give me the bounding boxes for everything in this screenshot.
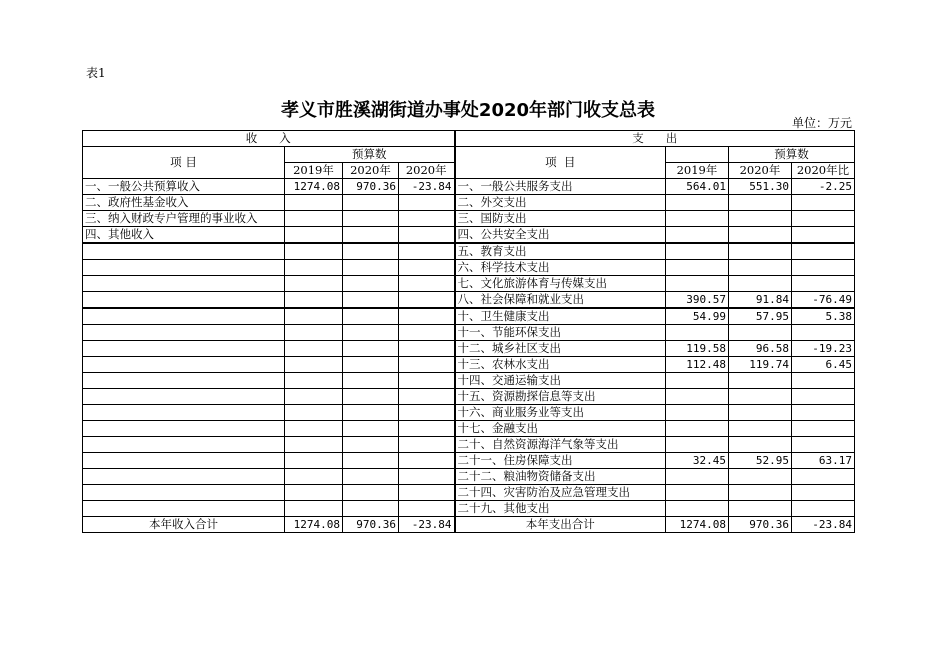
- expense-2020-cell: 57.95: [729, 308, 792, 325]
- income-2020-cell: [343, 453, 399, 469]
- income-item-cell: [83, 437, 285, 453]
- expense-item-cell: 十四、交通运输支出: [455, 373, 666, 389]
- expense-2020-cell: 91.84: [729, 292, 792, 309]
- table-row: [83, 195, 855, 211]
- expense-budget-header: 预算数: [729, 147, 855, 163]
- expense-change-cell: 5.38: [792, 308, 855, 325]
- income-item-cell: 三、纳入财政专户管理的事业收入: [83, 211, 285, 227]
- expense-2020-cell: [729, 501, 792, 517]
- expense-item-cell: 十五、资源勘探信息等支出: [455, 389, 666, 405]
- expense-2019-cell: [666, 227, 729, 244]
- income-change-cell: [399, 437, 455, 453]
- expense-2020-cell: [729, 276, 792, 292]
- income-2020-cell: [343, 357, 399, 373]
- income-item-header: 项 目: [83, 147, 285, 179]
- expense-2019-cell: [666, 325, 729, 341]
- income-item-cell: [83, 357, 285, 373]
- table-row: [83, 227, 855, 244]
- expense-change-cell: [792, 260, 855, 276]
- expense-2019-cell: [666, 373, 729, 389]
- income-change-cell: [399, 389, 455, 405]
- expense-2020-cell: [729, 243, 792, 260]
- expense-change-cell: [792, 469, 855, 485]
- income-2020-cell: [343, 243, 399, 260]
- expense-item-cell: 二、外交支出: [455, 195, 666, 211]
- expense-2019-cell: 119.58: [666, 341, 729, 357]
- income-change-cell: [399, 260, 455, 276]
- table-row: [83, 211, 855, 227]
- expense-2020-cell: [729, 437, 792, 453]
- income-total-change: -23.84: [399, 517, 455, 533]
- income-2019-cell: [285, 405, 343, 421]
- income-total-2020: 970.36: [343, 517, 399, 533]
- income-total-2019: 1274.08: [285, 517, 343, 533]
- income-item-cell: [83, 485, 285, 501]
- income-change-cell: [399, 308, 455, 325]
- expense-item-header: 项 目: [455, 147, 666, 179]
- expense-2019-cell: 112.48: [666, 357, 729, 373]
- expense-2019-cell: [666, 211, 729, 227]
- column-header-row-1: [83, 147, 855, 163]
- expense-item-cell: 二十九、其他支出: [455, 501, 666, 517]
- income-change-cell: [399, 469, 455, 485]
- income-change-cell: [399, 501, 455, 517]
- income-item-cell: [83, 308, 285, 325]
- expense-item-cell: 一、一般公共服务支出: [455, 179, 666, 195]
- income-2019-cell: [285, 308, 343, 325]
- expense-total-2019: 1274.08: [666, 517, 729, 533]
- income-change-cell: [399, 211, 455, 227]
- expense-2019-cell: [666, 243, 729, 260]
- expense-2019-cell: [666, 437, 729, 453]
- income-change-cell: [399, 405, 455, 421]
- income-2019-cell: [285, 437, 343, 453]
- expense-2019-cell: 32.45: [666, 453, 729, 469]
- income-2019-cell: [285, 260, 343, 276]
- income-item-cell: [83, 389, 285, 405]
- expense-change-cell: [792, 195, 855, 211]
- expense-2020-ratio-header: 2020年比: [792, 163, 855, 179]
- expense-change-cell: [792, 373, 855, 389]
- budget-summary-table: [82, 130, 855, 533]
- expense-2019-cell: [666, 260, 729, 276]
- expense-change-cell: 6.45: [792, 357, 855, 373]
- income-2019-cell: [285, 421, 343, 437]
- income-2019-cell: [285, 389, 343, 405]
- income-item-cell: [83, 405, 285, 421]
- income-change-cell: [399, 341, 455, 357]
- table-number-label: 表1: [86, 66, 106, 80]
- expense-item-cell: 十三、农林水支出: [455, 357, 666, 373]
- expense-change-cell: -2.25: [792, 179, 855, 195]
- table-row: [83, 341, 855, 357]
- expense-change-cell: [792, 405, 855, 421]
- expense-change-cell: [792, 485, 855, 501]
- income-2019-cell: [285, 276, 343, 292]
- income-2019-cell: [285, 292, 343, 309]
- income-2020-cell: [343, 405, 399, 421]
- income-change-cell: [399, 243, 455, 260]
- expense-item-cell: 十二、城乡社区支出: [455, 341, 666, 357]
- expense-total-label: 本年支出合计: [455, 517, 666, 533]
- expense-change-cell: [792, 325, 855, 341]
- page-title: 孝义市胜溪湖街道办事处2020年部门收支总表: [280, 100, 656, 121]
- table-row: [83, 501, 855, 517]
- expense-2020-cell: [729, 405, 792, 421]
- expense-2020-cell: [729, 195, 792, 211]
- section-header-row: [83, 131, 855, 147]
- income-change-cell: [399, 453, 455, 469]
- income-2020-cell: [343, 421, 399, 437]
- expense-2019-cell: [666, 389, 729, 405]
- income-2019-cell: [285, 357, 343, 373]
- income-2020-cell: [343, 308, 399, 325]
- expense-change-cell: [792, 211, 855, 227]
- income-2020-cell: [343, 485, 399, 501]
- table-row: [83, 389, 855, 405]
- income-2020-cell: [343, 292, 399, 309]
- expense-2020-header: 2020年: [729, 163, 792, 179]
- income-total-label: 本年收入合计: [83, 517, 285, 533]
- income-2019-cell: [285, 453, 343, 469]
- income-2020-cell: [343, 437, 399, 453]
- expense-2019-cell: [666, 485, 729, 501]
- expense-item-cell: 七、文化旅游体育与传媒支出: [455, 276, 666, 292]
- income-item-cell: [83, 260, 285, 276]
- expense-2019-header: 2019年: [666, 163, 729, 179]
- expense-item-cell: 五、教育支出: [455, 243, 666, 260]
- income-2019-cell: [285, 227, 343, 244]
- expense-2020-cell: [729, 389, 792, 405]
- expense-2019-cell: [666, 501, 729, 517]
- expense-change-cell: [792, 421, 855, 437]
- expense-2020-cell: [729, 325, 792, 341]
- income-2019-cell: 1274.08: [285, 179, 343, 195]
- income-2020-cell: [343, 195, 399, 211]
- income-2019-cell: [285, 469, 343, 485]
- expense-change-cell: -76.49: [792, 292, 855, 309]
- expense-item-cell: 二十二、粮油物资储备支出: [455, 469, 666, 485]
- expense-2020-cell: 52.95: [729, 453, 792, 469]
- income-change-cell: [399, 195, 455, 211]
- income-item-cell: [83, 276, 285, 292]
- expense-2019-cell: [666, 276, 729, 292]
- table-row: [83, 260, 855, 276]
- expense-item-cell: 六、科学技术支出: [455, 260, 666, 276]
- expense-2019-cell: [666, 421, 729, 437]
- expense-item-cell: 二十四、灾害防治及应急管理支出: [455, 485, 666, 501]
- income-2020-cell: [343, 389, 399, 405]
- income-item-cell: [83, 292, 285, 309]
- expense-item-cell: 三、国防支出: [455, 211, 666, 227]
- table-row: [83, 243, 855, 260]
- expense-change-cell: -19.23: [792, 341, 855, 357]
- income-2019-cell: [285, 341, 343, 357]
- table-row: [83, 292, 855, 309]
- table-row: [83, 437, 855, 453]
- expense-item-cell: 八、社会保障和就业支出: [455, 292, 666, 309]
- expense-total-2020: 970.36: [729, 517, 792, 533]
- table-row: [83, 357, 855, 373]
- expense-2020-cell: 551.30: [729, 179, 792, 195]
- expense-change-cell: 63.17: [792, 453, 855, 469]
- expense-section-header: 支 出: [455, 131, 855, 147]
- unit-label: 单位：万元: [791, 116, 852, 130]
- income-item-cell: [83, 421, 285, 437]
- table-row: [83, 325, 855, 341]
- income-section-header: 收 入: [83, 131, 455, 147]
- expense-2020-cell: [729, 227, 792, 244]
- income-change-cell: [399, 373, 455, 389]
- expense-2019-cell: 564.01: [666, 179, 729, 195]
- income-change-cell: [399, 325, 455, 341]
- expense-2019-cell: [666, 469, 729, 485]
- expense-2020-cell: [729, 421, 792, 437]
- table-row: [83, 405, 855, 421]
- income-2020-header: 2020年: [343, 163, 399, 179]
- expense-2020-cell: 96.58: [729, 341, 792, 357]
- income-change-cell: [399, 276, 455, 292]
- income-2019-cell: [285, 501, 343, 517]
- income-item-cell: [83, 325, 285, 341]
- table-row: [83, 276, 855, 292]
- expense-item-cell: 四、公共安全支出: [455, 227, 666, 244]
- income-item-cell: 一、一般公共预算收入: [83, 179, 285, 195]
- expense-item-cell: 十、卫生健康支出: [455, 308, 666, 325]
- expense-change-cell: [792, 501, 855, 517]
- income-change-cell: [399, 227, 455, 244]
- table-row: [83, 373, 855, 389]
- expense-2020-cell: 119.74: [729, 357, 792, 373]
- income-item-cell: [83, 373, 285, 389]
- income-2020-cell: [343, 260, 399, 276]
- income-item-cell: [83, 469, 285, 485]
- expense-2020-cell: [729, 485, 792, 501]
- income-change-cell: [399, 292, 455, 309]
- income-item-cell: [83, 243, 285, 260]
- income-2020-cell: [343, 325, 399, 341]
- expense-2020-cell: [729, 373, 792, 389]
- income-2019-cell: [285, 325, 343, 341]
- income-2020-change-header: 2020年: [399, 163, 455, 179]
- income-2019-cell: [285, 485, 343, 501]
- income-item-cell: [83, 453, 285, 469]
- income-2020-cell: [343, 227, 399, 244]
- table-row: [83, 469, 855, 485]
- income-item-cell: 四、其他收入: [83, 227, 285, 244]
- expense-2020-cell: [729, 469, 792, 485]
- income-change-cell: -23.84: [399, 179, 455, 195]
- expense-change-cell: [792, 437, 855, 453]
- expense-item-cell: 二十一、住房保障支出: [455, 453, 666, 469]
- income-change-cell: [399, 357, 455, 373]
- expense-change-cell: [792, 227, 855, 244]
- income-item-cell: [83, 501, 285, 517]
- expense-item-cell: 二十、自然资源海洋气象等支出: [455, 437, 666, 453]
- income-2020-cell: [343, 211, 399, 227]
- income-2020-cell: [343, 373, 399, 389]
- income-2019-header: 2019年: [285, 163, 343, 179]
- income-2019-cell: [285, 195, 343, 211]
- income-change-cell: [399, 421, 455, 437]
- expense-change-cell: [792, 389, 855, 405]
- expense-item-cell: 十七、金融支出: [455, 421, 666, 437]
- income-change-cell: [399, 485, 455, 501]
- table-row: [83, 179, 855, 195]
- expense-item-cell: 十一、节能环保支出: [455, 325, 666, 341]
- table-row: [83, 308, 855, 325]
- income-2020-cell: [343, 341, 399, 357]
- totals-row: [83, 517, 855, 533]
- income-item-cell: 二、政府性基金收入: [83, 195, 285, 211]
- expense-change-cell: [792, 243, 855, 260]
- expense-item-cell: 十六、商业服务业等支出: [455, 405, 666, 421]
- expense-2019-cell: 54.99: [666, 308, 729, 325]
- income-2020-cell: [343, 276, 399, 292]
- income-2020-cell: [343, 469, 399, 485]
- table-row: [83, 453, 855, 469]
- income-budget-header: 预算数: [285, 147, 455, 163]
- expense-change-cell: [792, 276, 855, 292]
- income-2019-cell: [285, 243, 343, 260]
- income-2020-cell: [343, 501, 399, 517]
- expense-2020-cell: [729, 260, 792, 276]
- expense-2019-cell: 390.57: [666, 292, 729, 309]
- table-row: [83, 421, 855, 437]
- income-item-cell: [83, 341, 285, 357]
- income-2019-cell: [285, 211, 343, 227]
- expense-2019-cell: [666, 405, 729, 421]
- expense-2019-cell: [666, 195, 729, 211]
- income-2019-cell: [285, 373, 343, 389]
- table-row: [83, 485, 855, 501]
- income-2020-cell: 970.36: [343, 179, 399, 195]
- expense-2020-cell: [729, 211, 792, 227]
- expense-total-change: -23.84: [792, 517, 855, 533]
